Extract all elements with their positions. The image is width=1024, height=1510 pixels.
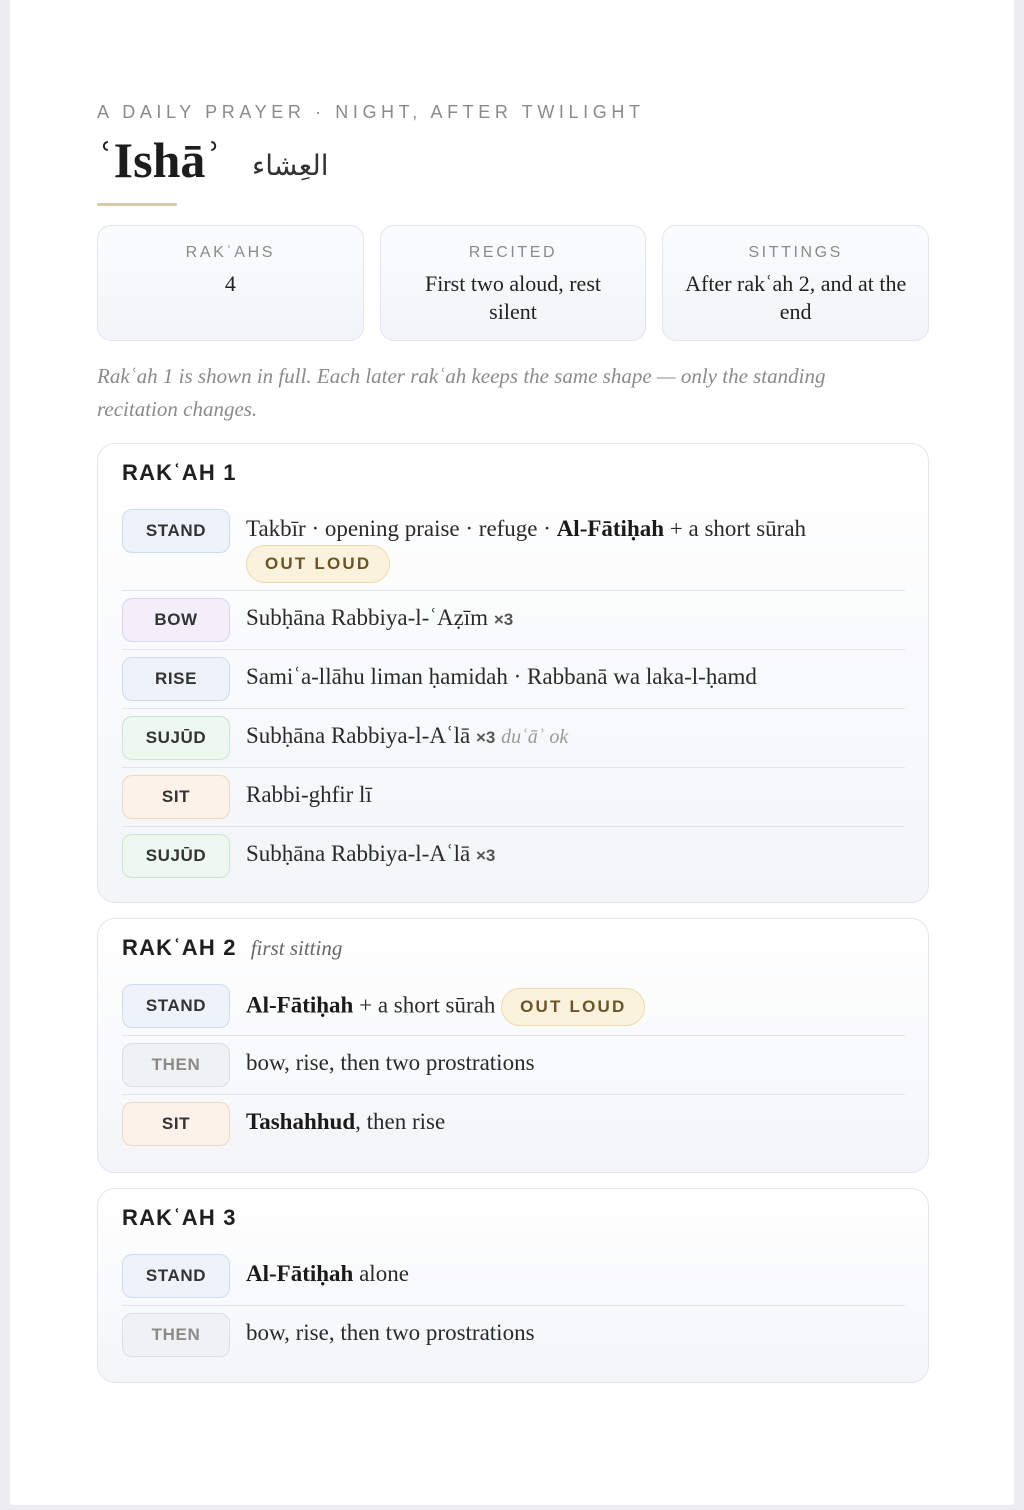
step-text-main: Subḥāna Rabbiya-l-Aʿlā	[246, 841, 476, 866]
posture-tag: STAND	[122, 509, 230, 553]
step-text-post: , then rise	[355, 1109, 446, 1134]
stat-label: SITTINGS	[748, 244, 843, 261]
step-text-post: + a short sūrah	[353, 992, 496, 1018]
repeat-count: ×3	[475, 728, 496, 747]
step-text-post: + a short sūrah	[664, 516, 807, 541]
step-row	[122, 977, 905, 1036]
stat-sittings	[662, 225, 929, 341]
card-title: RAKʿAH 3	[122, 1205, 237, 1230]
step-text-pre: Takbīr · opening praise · refuge ·	[246, 516, 557, 541]
posture-tag: SIT	[122, 775, 230, 819]
card-header	[122, 1205, 905, 1247]
step-text-main: Rabbi-ghfir lī	[246, 782, 372, 807]
step-text	[230, 834, 905, 872]
posture-tag: THEN	[122, 1043, 230, 1087]
card-title: RAKʿAH 1	[122, 460, 237, 485]
step-text	[230, 1254, 905, 1290]
posture-tag: RISE	[122, 657, 230, 701]
arabic-title: العِشاء	[252, 149, 329, 182]
step-text-main: Subḥāna Rabbiya-l-Aʿlā	[246, 723, 476, 748]
step-row	[122, 709, 905, 768]
step-text	[230, 984, 905, 1026]
stat-label: RECITED	[468, 244, 558, 261]
intro-note: Rakʿah 1 is shown in full. Each later rakʿah keeps the same shape — only the standing recitation changes.	[97, 364, 826, 421]
step-row	[122, 650, 905, 709]
rakah-3-card	[97, 1188, 929, 1383]
step-text-main: bow, rise, then two prostrations	[246, 1320, 535, 1345]
posture-tag: SIT	[122, 1102, 230, 1146]
stat-value: After rakʿah 2, and at the end	[685, 271, 907, 324]
step-row	[122, 591, 905, 650]
card-header	[122, 935, 905, 977]
step-text	[230, 598, 905, 636]
step-text	[230, 509, 905, 583]
step-text	[230, 657, 905, 693]
step-text	[230, 716, 905, 754]
eyebrow: A DAILY PRAYER · NIGHT, AFTER TWILIGHT	[97, 102, 645, 122]
step-row	[122, 1095, 905, 1153]
step-text-bold: Al-Fātiḥah	[246, 1261, 354, 1286]
step-text-post: alone	[353, 1261, 409, 1286]
step-row	[122, 502, 905, 591]
repeat-count: ×3	[475, 846, 496, 865]
step-text-bold: Tashahhud	[246, 1109, 356, 1134]
step-text	[230, 1313, 905, 1349]
step-text	[230, 775, 905, 811]
page-title: ʿIshāʾ	[97, 132, 223, 188]
out-loud-badge: OUT LOUD	[246, 545, 390, 583]
step-row	[122, 1247, 905, 1306]
step-row	[122, 1036, 905, 1095]
step-text	[230, 1102, 905, 1138]
stat-value: First two aloud, rest silent	[425, 271, 601, 324]
posture-tag: STAND	[122, 1254, 230, 1298]
posture-tag: THEN	[122, 1313, 230, 1357]
stat-label: RAKʿAHS	[185, 244, 275, 261]
step-row	[122, 827, 905, 885]
page	[10, 0, 1014, 1505]
rakah-1-card	[97, 443, 929, 903]
title-underline	[97, 203, 177, 206]
stat-value: 4	[224, 271, 236, 296]
stats-row	[97, 225, 929, 341]
stat-rakahs	[97, 225, 364, 341]
repeat-count: ×3	[493, 610, 514, 629]
step-row	[122, 1306, 905, 1364]
step-text	[230, 1043, 905, 1079]
posture-tag: STAND	[122, 984, 230, 1028]
rakah-2-card	[97, 918, 929, 1173]
step-row	[122, 768, 905, 827]
card-title: RAKʿAH 2	[122, 935, 237, 960]
step-text-bold: Al-Fātiḥah	[556, 516, 665, 541]
posture-tag: BOW	[122, 598, 230, 642]
card-subtitle: first sitting	[250, 936, 343, 960]
step-text-bold: Al-Fātiḥah	[246, 992, 354, 1018]
stat-recited	[380, 225, 647, 341]
card-header	[122, 460, 905, 502]
title-row	[97, 130, 329, 190]
step-text-main: Subḥāna Rabbiya-l-ʿAẓīm	[246, 605, 494, 630]
step-text-main: bow, rise, then two prostrations	[246, 1050, 535, 1075]
posture-tag: SUJŪD	[122, 834, 230, 878]
step-text-main: Samiʿa-llāhu liman ḥamidah · Rabbanā wa laka-l-ḥamd	[246, 664, 757, 689]
step-aside: duʿāʾ ok	[501, 726, 569, 748]
out-loud-badge: OUT LOUD	[501, 988, 645, 1026]
posture-tag: SUJŪD	[122, 716, 230, 760]
